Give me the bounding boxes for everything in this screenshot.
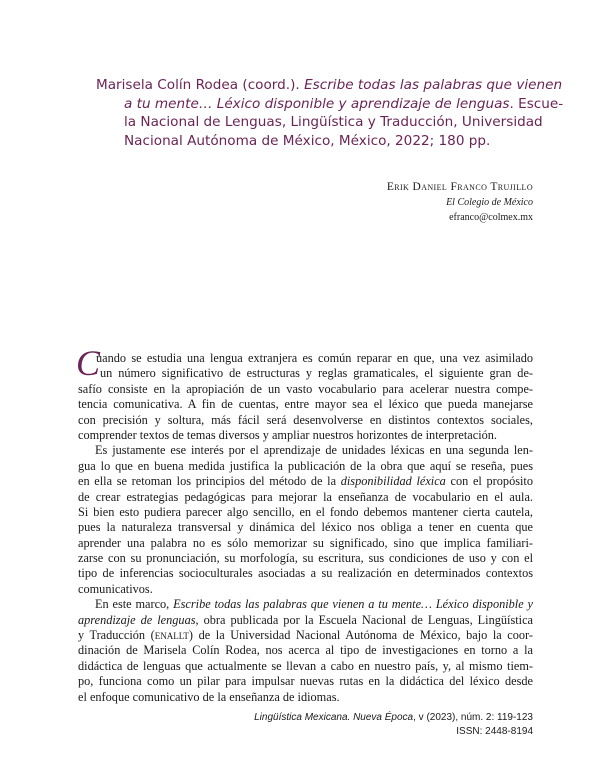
body-line: En este marco, Escribe todas las palabras que vienen a tu mente… Léxico disponible y	[95, 597, 533, 612]
body-line: el enfoque comunicativo de la enseñanza de idiomas.	[78, 689, 340, 704]
journal-citation: Lingüística Mexicana. Nueva Época, v (2023), núm. 2: 119-123	[254, 712, 533, 723]
author-block	[387, 180, 533, 225]
author-email[interactable]: efranco@colmex.mx	[449, 212, 533, 223]
drop-cap: C	[76, 343, 101, 383]
body-line: Es justamente ese interés por el aprendizaje de unidades léxicas en una segunda len-	[95, 443, 533, 458]
paragraph-2	[78, 443, 533, 597]
body-line: de crear estrategias pedagógicas para mejorar la enseñanza de vocabulario en el aula.	[78, 489, 533, 504]
review-header	[96, 76, 564, 150]
body-line: Si bien esto pudiera parecer algo sencillo, en el fondo debemos mantener cierta cautela,	[78, 504, 533, 519]
body-line: comprender textos de temas diversos y ampliar nuestros horizontes de interpretación.	[78, 427, 497, 442]
body-line: safío consiste en la apropiación de un vasto vocabulario para acelerar nuestra compe-	[78, 381, 533, 396]
review-body	[76, 343, 534, 705]
body-line: y Traducción (enallt) de la Universidad Nacional Autónoma de México, bajo la coor-	[78, 628, 534, 643]
body-line: en ella se retoman los principios del método de la disponibilidad léxica con el propósito	[78, 474, 533, 489]
paragraph-1	[76, 343, 533, 443]
body-line: pues la naturaleza transversal y dinámica del léxico nos obliga a tener en cuenta que	[78, 520, 533, 535]
body-line: tencia comunicativa. A fin de cuentas, entre mayor sea el léxico que pueda manejarse	[78, 397, 533, 412]
body-line: zarse con su pronunciación, su morfología, su escritura, sus condiciones de uso y con el	[78, 551, 533, 566]
header-line-1: Marisela Colín Rodea (coord.). Escribe todas las palabras que vienen	[96, 77, 563, 93]
issn: ISSN: 2448-8194	[456, 726, 533, 737]
body-line: un número significativo de estructuras y reglas gramaticales, el siguiente gran de-	[100, 366, 533, 381]
body-line: uando se estudia una lengua extranjera es común reparar en que, una vez asimilado	[96, 351, 533, 365]
header-line-3: la Nacional de Lenguas, Lingüística y Traducción, Universidad	[124, 114, 543, 131]
header-line-2: a tu mente… Léxico disponible y aprendizaje de lenguas. Escue-	[124, 95, 564, 112]
body-line: po, funciona como un pilar para impulsar nuevas rutas en la didáctica del léxico desde	[78, 674, 533, 689]
header-line-4: Nacional Autónoma de México, México, 2022; 180 pp.	[124, 132, 491, 149]
body-line: aprendizaje de lenguas, obra publicada por la Escuela Nacional de Lenguas, Lingüística	[78, 612, 533, 627]
page-footer	[254, 711, 533, 739]
author-affiliation: El Colegio de México	[446, 197, 533, 208]
body-line: comunicativos.	[78, 581, 153, 596]
body-line: gua lo que en buena medida justifica la publicación de la obra que aquí se reseña, pues	[78, 458, 533, 473]
author-name: Erik Daniel Franco Trujillo	[386, 181, 533, 193]
paragraph-3	[78, 597, 533, 705]
body-line: dinación de Marisela Colín Rodea, nos acerca al tipo de investigaciones en torno a la	[78, 643, 533, 658]
body-line: con precisión y soltura, más fácil será desenvolverse en distintos contextos sociales,	[78, 412, 533, 427]
body-line: didáctica de lenguas que actualmente se llevan a cabo en nuestro país, y, al mismo tiem-	[78, 658, 533, 673]
body-line: aprender una palabra no es sólo memorizar su significado, sino que implica familiari-	[78, 535, 533, 550]
body-line: tipo de inferencias socioculturales asociadas a su realización en determinados contextos	[78, 566, 533, 581]
